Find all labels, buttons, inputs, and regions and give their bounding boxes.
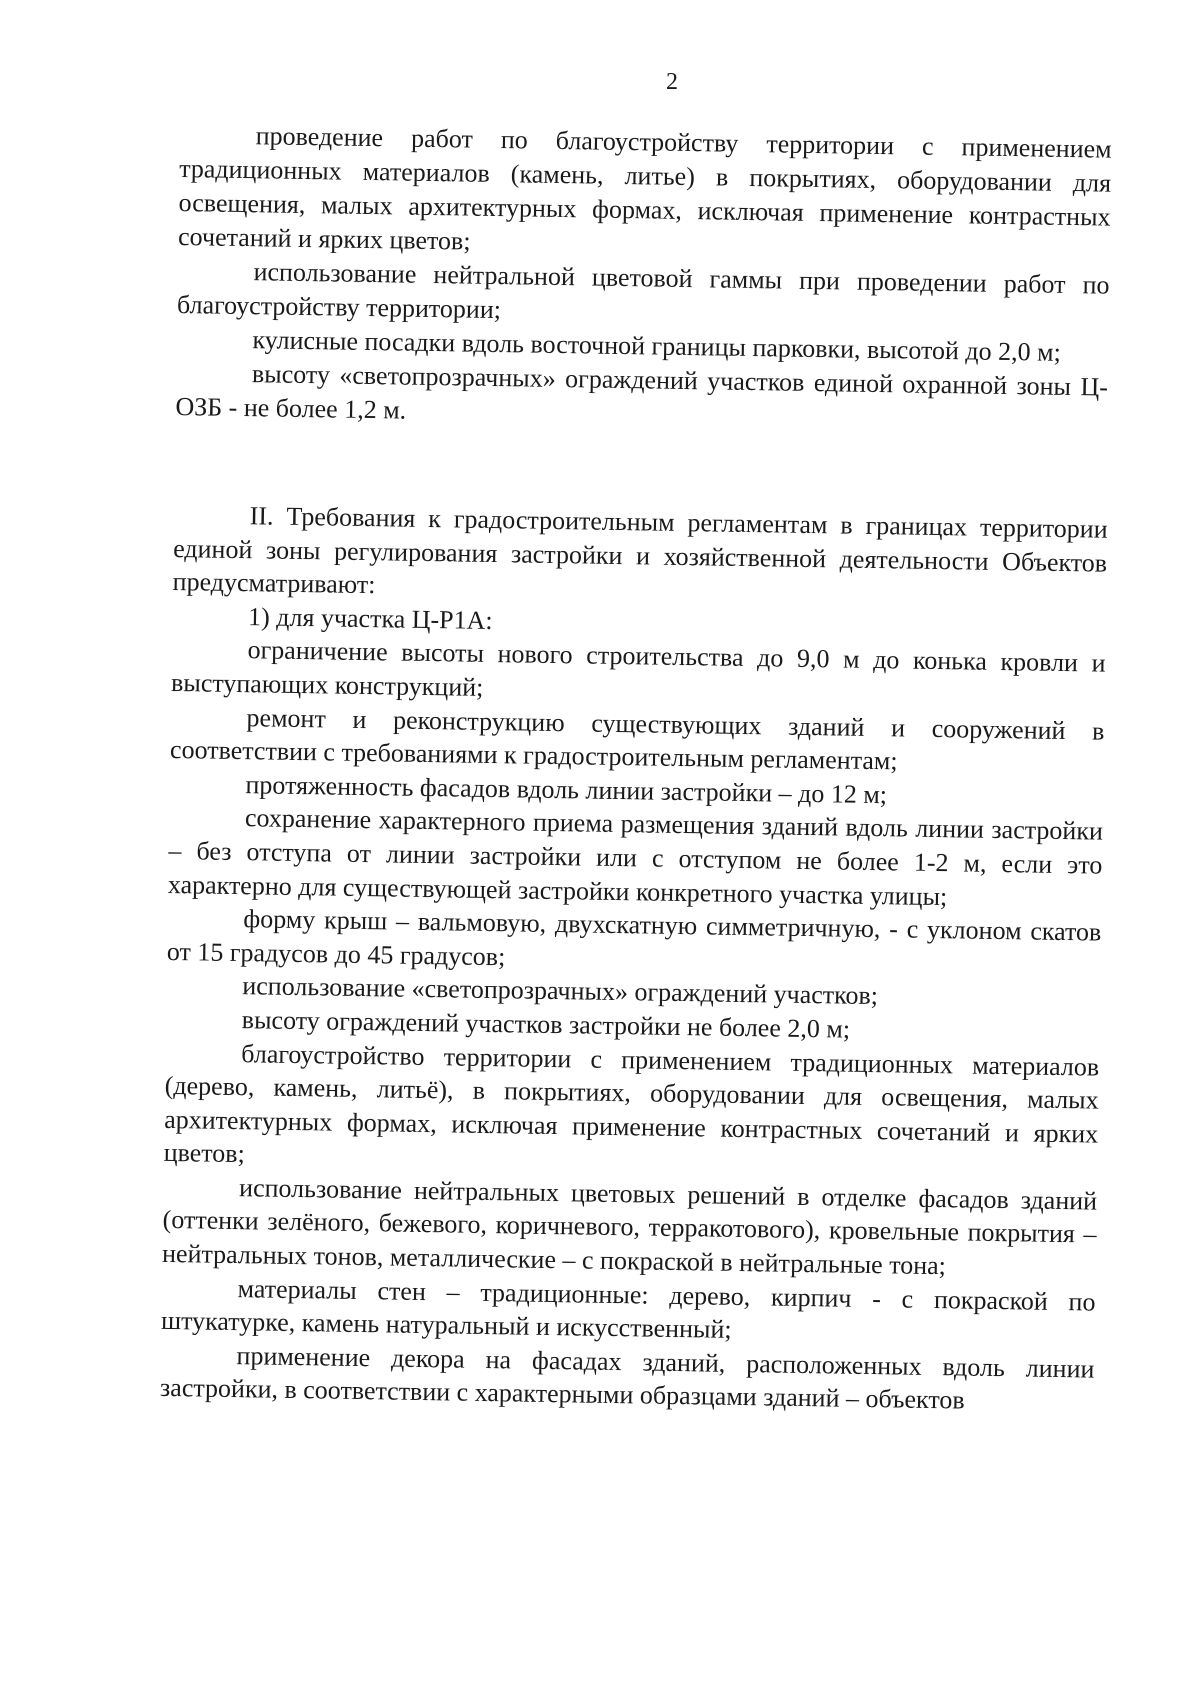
paragraph: сохранение характерного приема размещения зданий вдоль линии застройки – без отступа от линии застройки или с отступом не более 1-2 м, если это характерно для существующей застройки конкретного участка улицы; [167, 803, 1104, 911]
paragraph: использование нейтральных цветовых решений в отделке фасадов зданий (оттенки зелёного, бежевого, коричневого, терракотового), кровельные покрытия – нейтральных тонов, металлические – с покраской в нейтральные тона; [161, 1172, 1098, 1281]
section-2-text [160, 498, 1108, 1420]
paragraph: ремонт и реконструкцию существующих зданий и сооружений в соответствии с требованиями к градостроительным регламентам; [169, 702, 1105, 776]
paragraph: протяженность фасадов вдоль линии застройки – до 12 м; [245, 769, 888, 809]
paragraph: кулисные посадки вдоль восточной границы парковки, высотой до 2,0 м; [252, 325, 1062, 367]
paragraph: высоту ограждений участков застройки не более 2,0 м; [241, 1005, 851, 1044]
section-1-text [175, 118, 1112, 439]
paragraph: форму крыш – вальмовую, двухскатную симметричную, - с уклоном скатов от 15 градусов до 45 градусов; [166, 904, 1102, 971]
paragraph: благоустройство территории с применением традиционных материалов (дерево, камень, литьё), в покрытиях, оборудовании для освещения, малых архитектурных формах, исключая применение контрастных сочетаний и ярких цветов; [163, 1038, 1100, 1169]
section-heading: II. Требования к градостроительным регламентам в границах территории единой зоны регулирования застройки и хозяйственной деятельности Объектов предусматривают: [172, 501, 1108, 600]
paragraph: применение декора на фасадах зданий, расположенных вдоль линии застройки, в соответствии с характерными образцами зданий – объектов [159, 1340, 1095, 1415]
paragraph: материалы стен – традиционные: дерево, кирпич - с покраской по штукатурке, камень натуральный и искусственный; [160, 1273, 1096, 1345]
subsection-heading: 1) для участка Ц-Р1А: [247, 601, 493, 635]
paragraph: использование нейтральной цветовой гаммы при проведении работ по благоустройству территории; [176, 257, 1110, 325]
paragraph: проведение работ по благоустройству территории с применением традиционных материалов (камень, литье) в покрытиях, оборудовании для освещения, малых архитектурных формах, исключая применение контрастных сочетаний и ярких цветов; [177, 121, 1112, 256]
paragraph: использование «светопрозрачных» ограждений участков; [242, 971, 879, 1011]
paragraph: ограничение высоты нового строительства до 9,0 м до конька кровли и выступающих конструкций; [170, 635, 1106, 702]
paragraph: высоту «светопрозрачных» ограждений участков единой охранной зоны Ц-ОЗБ - не более 1,2 м. [175, 359, 1109, 425]
page-number: 2 [666, 69, 678, 95]
